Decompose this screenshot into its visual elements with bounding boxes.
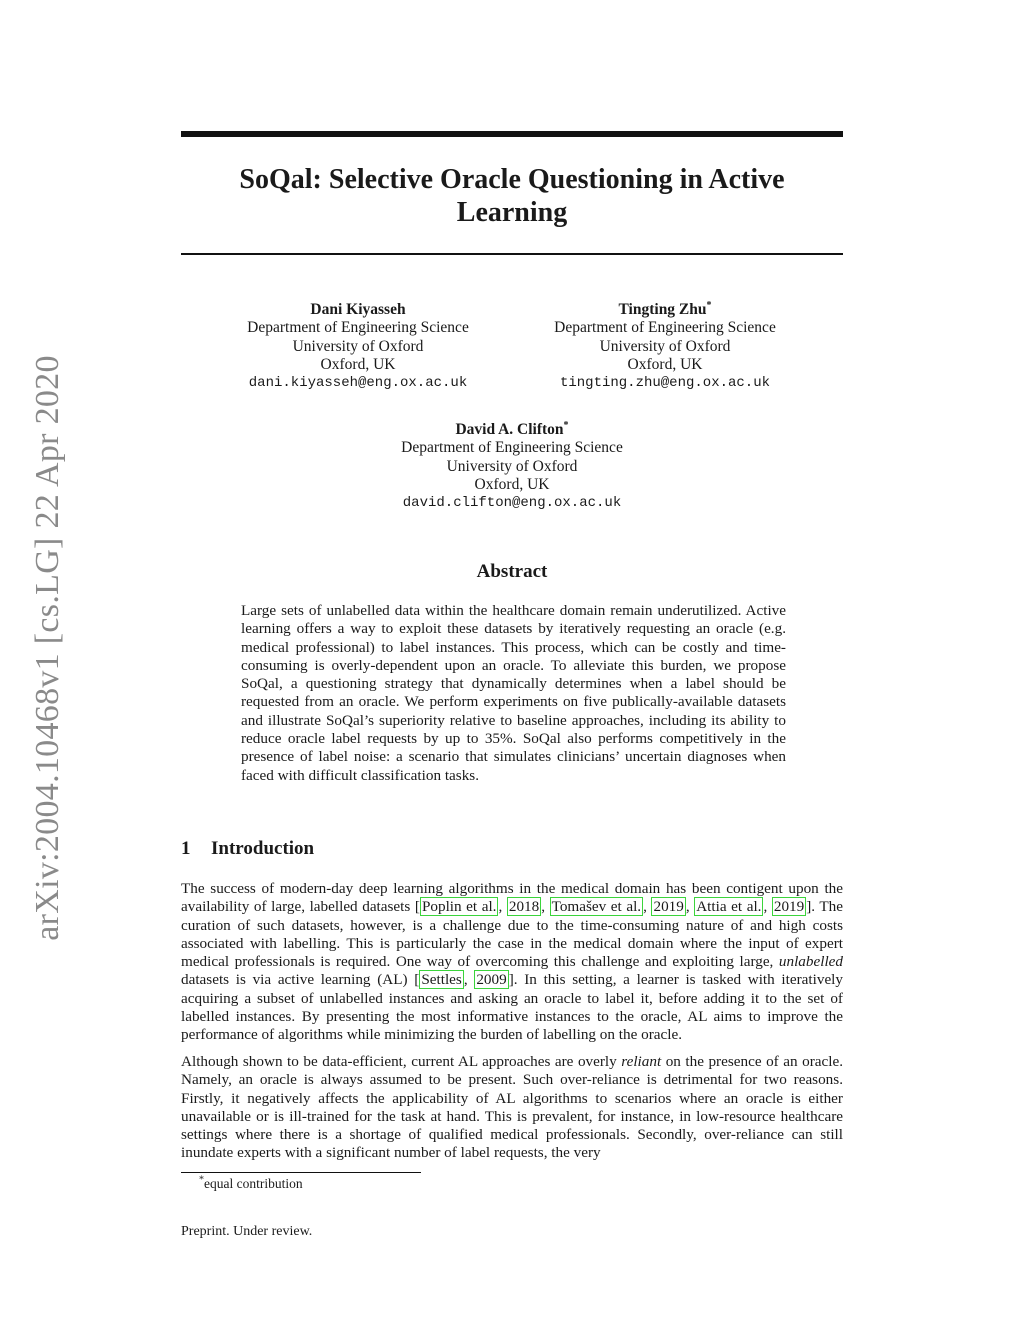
author-name: Tingting Zhu* — [618, 299, 712, 318]
footnote — [199, 1176, 303, 1192]
author-name: Dani Kiyasseh — [310, 301, 406, 318]
title-bottom-rule — [181, 253, 843, 255]
footnote-mark: * — [199, 1174, 204, 1186]
equal-contribution-mark: * — [563, 419, 569, 431]
author-block — [362, 421, 662, 512]
author-block — [208, 301, 508, 392]
author-department: Department of Engineering Science — [247, 319, 469, 337]
emphasis: reliant — [621, 1053, 662, 1070]
footnote-rule — [181, 1172, 421, 1173]
intro-paragraph-1: The success of modern-day deep learning algorithms in the medical domain has been contigent upon the availability of large, labelled datasets [ Poplin et al. , 2018 , Tomašev et al. , 2019 , Attia et al. , 2019 ]. The curation of such datasets, however, is a challenge due to the time-consuming nature of and high costs associated with labelling. This is particularly the case in the medical domain where the input of expert medical professionals is required. One way of overcoming this challenge and exploiting large, unlabelled datasets is via active learning (AL) [ Settles , 2009 ]. In this setting, a learner is tasked with iteratively acquiring a subset of unlabelled instances and asking an oracle to label it, before adding it to the set of labelled instances. By presenting the most informative instances to the oracle, AL aims to improve the performance of algorithms while minimizing the burden of labelling on the oracle. — [181, 880, 843, 1044]
abstract-heading: Abstract — [476, 561, 548, 582]
author-university: University of Oxford — [599, 337, 731, 355]
paper-title: SoQal: Selective Oracle Questioning in Active Learning — [239, 164, 785, 228]
intro-paragraph-2: Although shown to be data-efficient, current AL approaches are overly reliant on the presence of an oracle. Namely, an oracle is always assumed to be present. Such over-reliance is detrimental for two reasons. Firstly, it negatively affects the applicability of AL algorithms to scenarios where an oracle is either unavailable or is ill-trained for the task at hand. This is prevalent, for instance, in low-resource healthcare settings where there is a shortage of qualified medical professionals. Secondly, over-reliance can still inundate experts with a significant number of label requests, the very — [181, 1053, 843, 1162]
section-title: Introduction — [211, 838, 315, 859]
arxiv-identifier: arXiv:2004.10468v1 [cs.LG] 22 Apr 2020 — [29, 355, 66, 941]
author-location: Oxford, UK — [474, 475, 550, 493]
author-block — [515, 301, 815, 392]
emphasis: unlabelled — [778, 953, 843, 971]
title-top-rule — [181, 131, 843, 137]
author-university: University of Oxford — [292, 337, 424, 355]
section-number: 1 — [181, 838, 191, 859]
citation-link[interactable]: Attia et al. — [696, 898, 762, 916]
citation-year-link[interactable]: 2019 — [653, 898, 684, 916]
author-name: David A. Clifton* — [455, 419, 569, 438]
author-email[interactable]: david.clifton@eng.ox.ac.uk — [402, 495, 622, 512]
citation-link[interactable]: Tomašev et al. — [551, 898, 642, 916]
citation-year-link[interactable]: 2018 — [508, 898, 540, 916]
section-heading — [181, 838, 314, 860]
author-department: Department of Engineering Science — [401, 439, 623, 457]
abstract-text: Large sets of unlabelled data within the healthcare domain remain underutilized. Active learning offers a way to exploit these datasets by iteratively requesting an oracle (e.g. medical professional) to label instances. This process, which can be costly and time-consuming is overly-dependent upon an oracle. To alleviate this burden, we propose SoQal, a questioning strategy that dynamically determines when a label should be requested from an oracle. We perform experiments on five publically-available datasets and illustrate SoQal’s superiority relative to baseline approaches, including its ability to reduce oracle label requests by up to 35%. SoQal also performs competitively in the presence of label noise: a scenario that simulates clinicians’ uncertain diagnoses when faced with difficult classification tasks. — [241, 602, 786, 784]
author-location: Oxford, UK — [320, 355, 396, 373]
citation-year-link[interactable]: 2019 — [773, 898, 805, 916]
citation-year-link[interactable]: 2009 — [476, 971, 507, 989]
citation-link[interactable]: Settles — [421, 971, 462, 989]
equal-contribution-mark: * — [706, 299, 712, 311]
author-department: Department of Engineering Science — [554, 319, 776, 337]
citation-link[interactable]: Poplin et al. — [421, 898, 497, 916]
author-location: Oxford, UK — [627, 355, 703, 373]
preprint-notice: Preprint. Under review. — [181, 1224, 313, 1239]
author-email[interactable]: tingting.zhu@eng.ox.ac.uk — [559, 375, 771, 392]
footnote-text: equal contribution — [204, 1176, 303, 1191]
author-email[interactable]: dani.kiyasseh@eng.ox.ac.uk — [248, 375, 468, 392]
author-university: University of Oxford — [446, 457, 578, 475]
